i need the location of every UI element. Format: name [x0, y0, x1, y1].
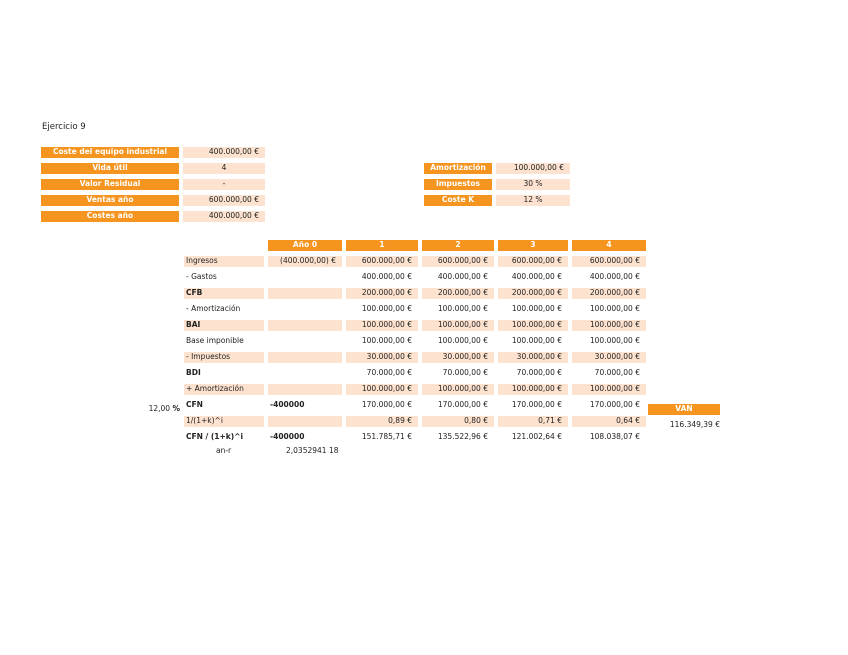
table-cell[interactable]: 70.000,00 €: [346, 368, 418, 379]
table-cell[interactable]: (400.000,00) €: [268, 256, 342, 267]
table-cell[interactable]: 100.000,00 €: [498, 320, 568, 331]
table-row-label[interactable]: BDI: [186, 368, 201, 377]
table-cell[interactable]: 70.000,00 €: [572, 368, 646, 379]
table-cell[interactable]: 151.785,71 €: [346, 432, 418, 443]
table-cell[interactable]: 100.000,00 €: [346, 384, 418, 395]
table-cell[interactable]: 400.000,00 €: [498, 272, 568, 283]
table-cell[interactable]: 170.000,00 €: [572, 400, 646, 411]
table-cell[interactable]: 30.000,00 €: [572, 352, 646, 363]
table-cell[interactable]: 30.000,00 €: [346, 352, 418, 363]
table-cell[interactable]: 100.000,00 €: [346, 336, 418, 347]
table-cell[interactable]: [268, 352, 342, 363]
table-row-label[interactable]: + Amortización: [184, 384, 264, 395]
table-row-label[interactable]: CFN / (1+k)^i: [186, 432, 244, 441]
table-cell[interactable]: 100.000,00 €: [572, 336, 646, 347]
table-cell[interactable]: 0,64 €: [572, 416, 646, 427]
table-cell[interactable]: [268, 336, 342, 347]
param-value-coste-k[interactable]: 12 %: [496, 195, 570, 206]
table-header-2[interactable]: 2: [422, 240, 494, 251]
table-cell[interactable]: 600.000,00 €: [422, 256, 494, 267]
table-cell[interactable]: 121.002,64 €: [498, 432, 568, 443]
table-cell[interactable]: [268, 288, 342, 299]
table-cell[interactable]: 600.000,00 €: [572, 256, 646, 267]
input-value-coste-equipo[interactable]: 400.000,00 €: [183, 147, 265, 158]
table-cell[interactable]: [268, 272, 342, 283]
table-header-1[interactable]: 1: [346, 240, 418, 251]
table-cell[interactable]: 400.000,00 €: [422, 272, 494, 283]
van-value[interactable]: 116.349,39 €: [669, 420, 720, 429]
table-cell[interactable]: 100.000,00 €: [422, 384, 494, 395]
table-row-label[interactable]: Base imponible: [186, 336, 244, 345]
table-cell[interactable]: 100.000,00 €: [498, 304, 568, 315]
table-cell[interactable]: 30.000,00 €: [498, 352, 568, 363]
table-header-0[interactable]: Año 0: [268, 240, 342, 251]
van-label[interactable]: VAN: [648, 404, 720, 415]
table-cell[interactable]: 0,71 €: [498, 416, 568, 427]
table-cell[interactable]: 100.000,00 €: [346, 320, 418, 331]
table-cell[interactable]: [268, 320, 342, 331]
table-cell[interactable]: 0,80 €: [422, 416, 494, 427]
table-cell[interactable]: [268, 416, 342, 427]
param-value-amortizacion[interactable]: 100.000,00 €: [496, 163, 570, 174]
table-cell[interactable]: 400.000,00 €: [346, 272, 418, 283]
rate-unit: %: [172, 404, 180, 413]
table-header-4[interactable]: 4: [572, 240, 646, 251]
input-value-ventas-ano[interactable]: 600.000,00 €: [183, 195, 265, 206]
param-label-impuestos[interactable]: Impuestos: [424, 179, 492, 190]
table-cell[interactable]: 600.000,00 €: [498, 256, 568, 267]
input-value-costes-ano[interactable]: 400.000,00 €: [183, 211, 265, 222]
table-cell[interactable]: 70.000,00 €: [422, 368, 494, 379]
anr-value[interactable]: 2,0352941 18: [286, 446, 339, 455]
input-label-coste-equipo[interactable]: Coste del equipo industrial: [41, 147, 179, 158]
input-value-valor-residual[interactable]: -: [183, 179, 265, 190]
table-cell[interactable]: 200.000,00 €: [572, 288, 646, 299]
input-label-ventas-ano[interactable]: Ventas año: [41, 195, 179, 206]
table-cell[interactable]: 170.000,00 €: [422, 400, 494, 411]
table-cell[interactable]: 100.000,00 €: [498, 384, 568, 395]
table-cell[interactable]: 108.038,07 €: [572, 432, 646, 443]
table-row-label[interactable]: 1/(1+k)^i: [184, 416, 264, 427]
table-cell[interactable]: 200.000,00 €: [498, 288, 568, 299]
table-header-3[interactable]: 3: [498, 240, 568, 251]
table-cell[interactable]: 100.000,00 €: [422, 336, 494, 347]
input-label-vida-util[interactable]: Vida útil: [41, 163, 179, 174]
table-row-label[interactable]: - Amortización: [186, 304, 241, 313]
param-value-impuestos[interactable]: 30 %: [496, 179, 570, 190]
table-cell[interactable]: 0,89 €: [346, 416, 418, 427]
table-cell[interactable]: 70.000,00 €: [498, 368, 568, 379]
table-cell[interactable]: -400000: [268, 432, 342, 443]
table-row-label[interactable]: BAI: [184, 320, 264, 331]
table-cell[interactable]: [268, 304, 342, 315]
table-row-label[interactable]: - Impuestos: [184, 352, 264, 363]
anr-label: an-r: [216, 446, 232, 455]
table-cell[interactable]: 200.000,00 €: [422, 288, 494, 299]
table-cell[interactable]: [268, 368, 342, 379]
table-row-label[interactable]: CFN: [186, 400, 203, 409]
table-cell[interactable]: -400000: [268, 400, 342, 411]
rate-value: 12,00: [148, 404, 171, 413]
input-value-vida-util[interactable]: 4: [183, 163, 265, 174]
table-cell[interactable]: 100.000,00 €: [572, 304, 646, 315]
table-cell[interactable]: 135.522,96 €: [422, 432, 494, 443]
table-row-label[interactable]: CFB: [184, 288, 264, 299]
input-label-valor-residual[interactable]: Valor Residual: [41, 179, 179, 190]
table-cell[interactable]: 170.000,00 €: [346, 400, 418, 411]
table-cell[interactable]: 400.000,00 €: [572, 272, 646, 283]
table-cell[interactable]: 100.000,00 €: [572, 320, 646, 331]
sheet-title: Ejercicio 9: [42, 122, 86, 132]
table-cell[interactable]: 200.000,00 €: [346, 288, 418, 299]
table-cell[interactable]: 100.000,00 €: [422, 320, 494, 331]
table-cell[interactable]: 100.000,00 €: [422, 304, 494, 315]
table-cell[interactable]: 100.000,00 €: [346, 304, 418, 315]
table-cell[interactable]: 30.000,00 €: [422, 352, 494, 363]
table-cell[interactable]: [268, 384, 342, 395]
input-label-costes-ano[interactable]: Costes año: [41, 211, 179, 222]
param-label-coste-k[interactable]: Coste K: [424, 195, 492, 206]
table-cell[interactable]: 100.000,00 €: [498, 336, 568, 347]
table-cell[interactable]: 600.000,00 €: [346, 256, 418, 267]
param-label-amortizacion[interactable]: Amortización: [424, 163, 492, 174]
table-cell[interactable]: 170.000,00 €: [498, 400, 568, 411]
table-cell[interactable]: 100.000,00 €: [572, 384, 646, 395]
table-row-label[interactable]: - Gastos: [186, 272, 217, 281]
table-row-label[interactable]: Ingresos: [184, 256, 264, 267]
rate-cell[interactable]: [128, 404, 180, 415]
